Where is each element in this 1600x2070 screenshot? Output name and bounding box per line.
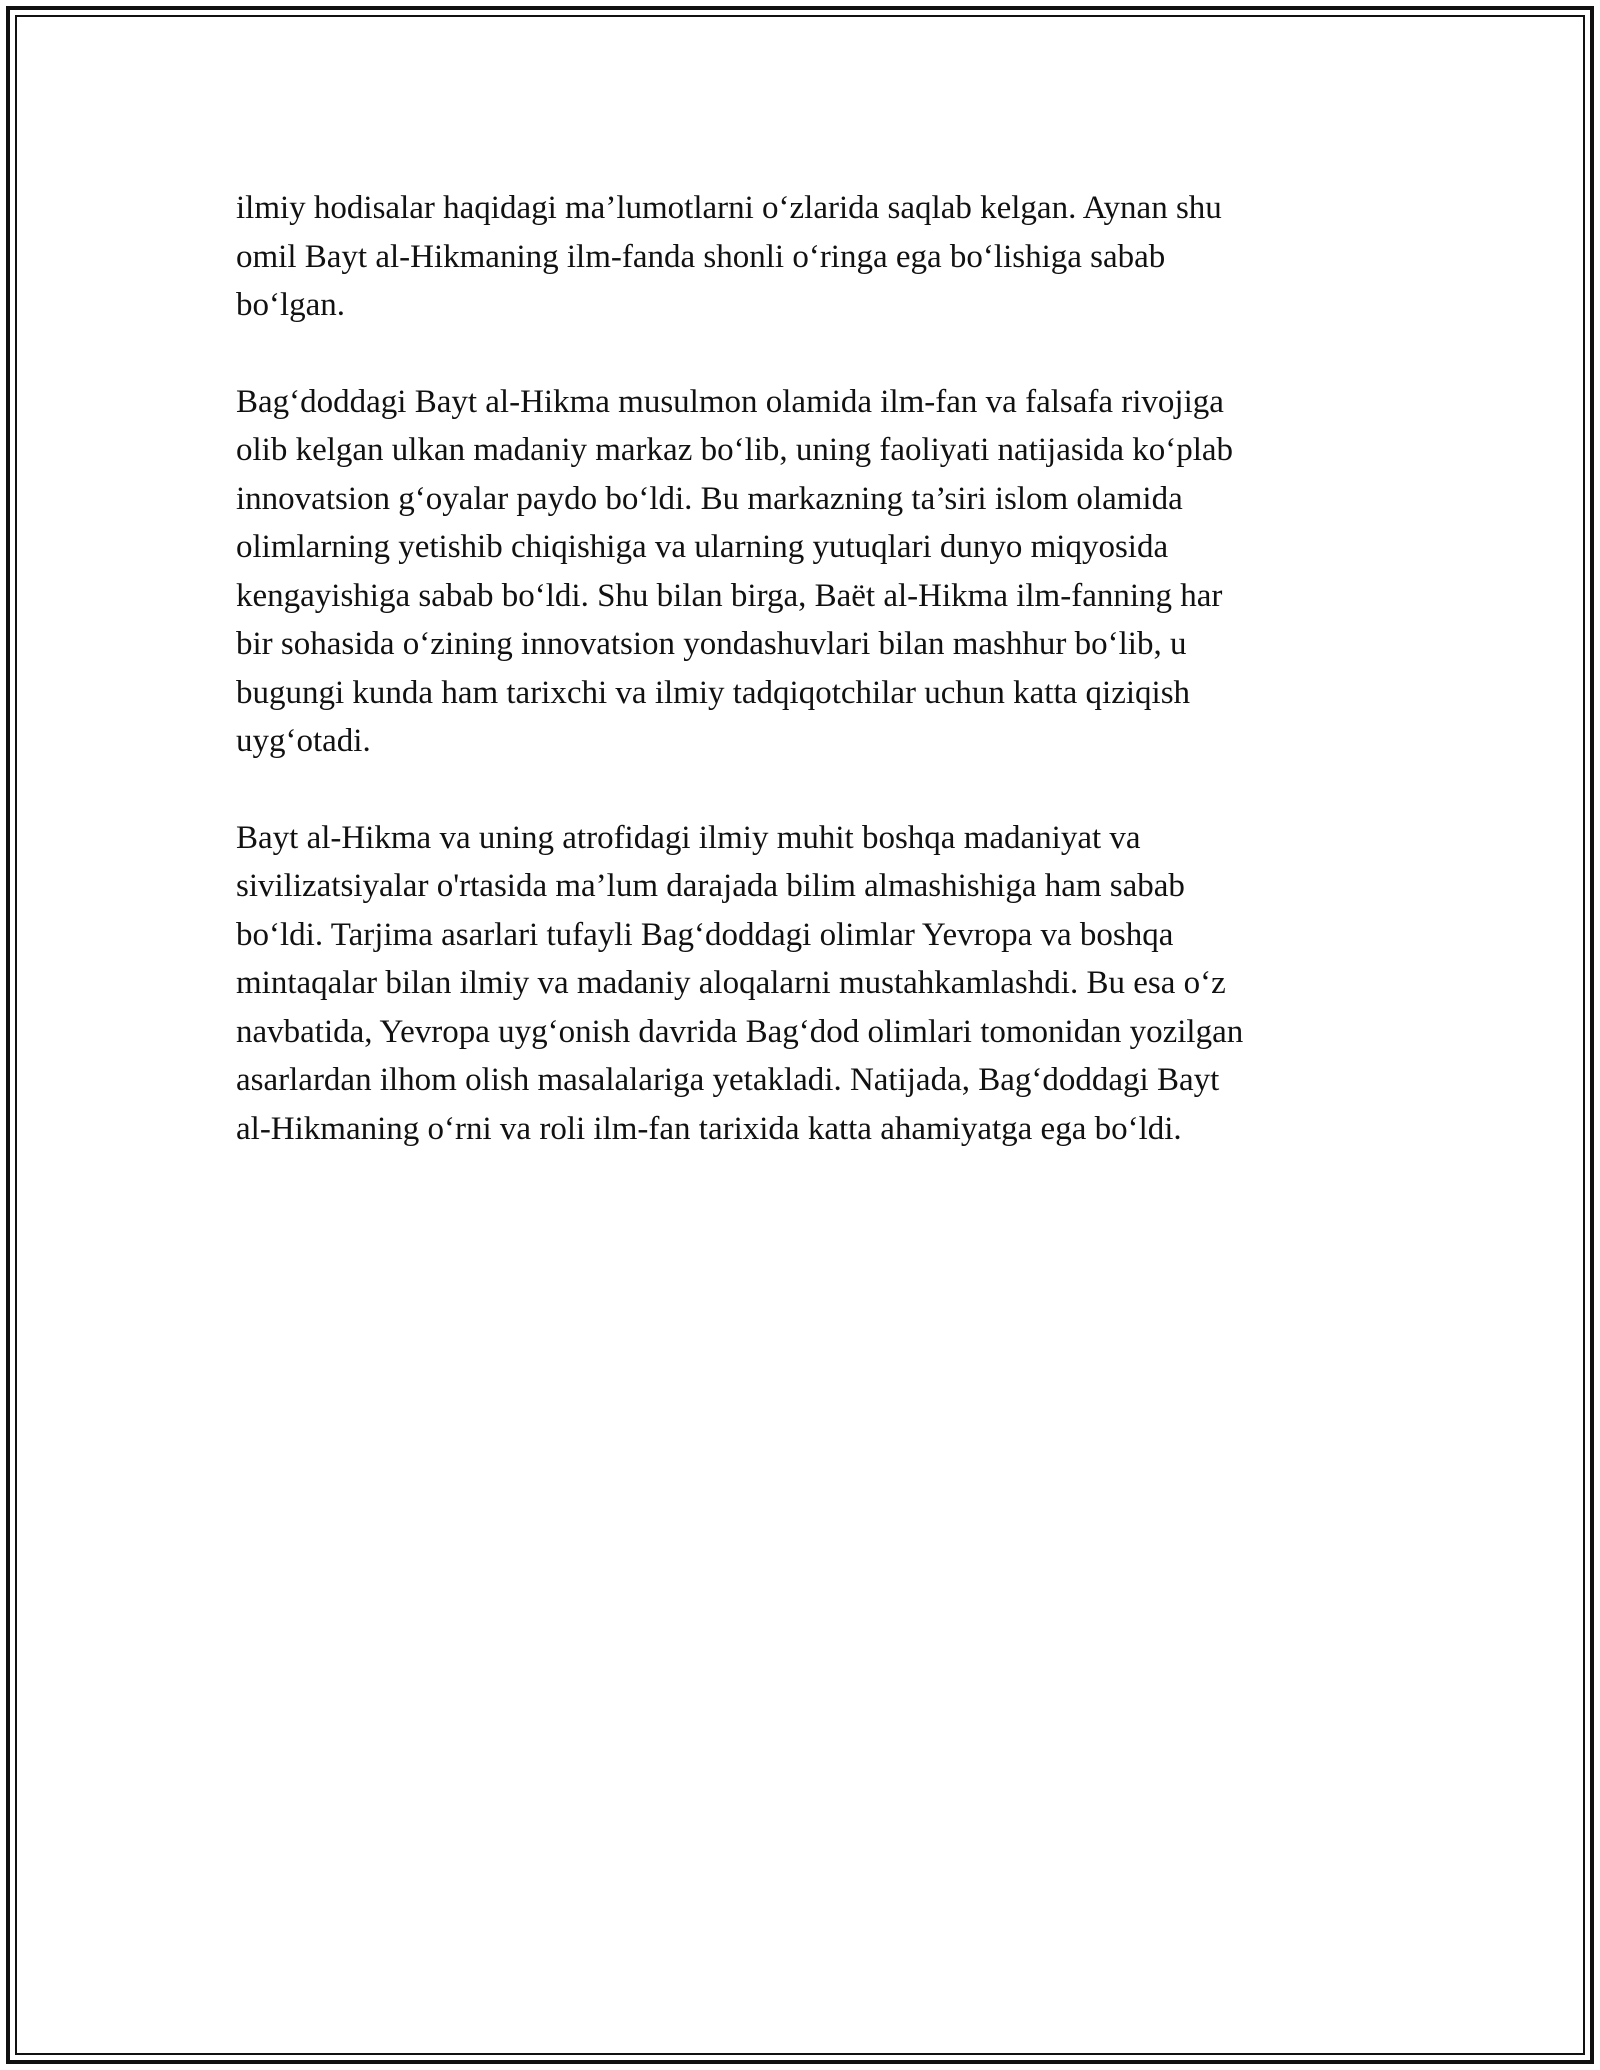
paragraph-1: ilmiy hodisalar haqidagi ma’lumotlarni o‘zlarida saqlab kelgan. Aynan shu omil Bayt al-Hikmaning ilm-fanda shonli o‘ringa ega bo‘lishiga sabab bo‘lgan. [236, 190, 1222, 323]
document-body [236, 184, 1366, 1201]
paragraph-3: Bayt al-Hikma va uning atrofidagi ilmiy muhit boshqa madaniyat va sivilizatsiyalar o'rtasida ma’lum darajada bilim almashishiga ham sabab bo‘ldi. Tarjima asarlari tufayli Bag‘doddagi olimlar Yevropa va boshqa mintaqalar bilan ilmiy va madaniy aloqalarni mustahkamlashdi. Bu esa o‘z navbatida, Yevropa uyg‘onish davrida Bag‘dod olimlari tomonidan yozilgan asarlardan ilhom olish masalalariga yetakladi. Natijada, Bag‘doddagi Bayt al-Hikmaning o‘rni va roli ilm-fan tarixida katta ahamiyatga ega bo‘ldi. [236, 819, 1244, 1147]
paragraph-2: Bag‘doddagi Bayt al-Hikma musulmon olamida ilm-fan va falsafa rivojiga olib kelgan ulkan madaniy markaz bo‘lib, uning faoliyati natijasida ko‘plab innovatsion g‘oyalar paydo bo‘ldi. Bu markazning ta’siri islom olamida olimlarning yetishib chiqishiga va ularning yutuqlari dunyo miqyosida kengayishiga sabab bo‘ldi. Shu bilan birga, Baët al-Hikma ilm-fanning har bir sohasida o‘zining innovatsion yondashuvlari bilan mashhur bo‘lib, u bugungi kunda ham tarixchi va ilmiy tadqiqotchilar uchun katta qiziqish uyg‘otadi. [236, 383, 1234, 759]
